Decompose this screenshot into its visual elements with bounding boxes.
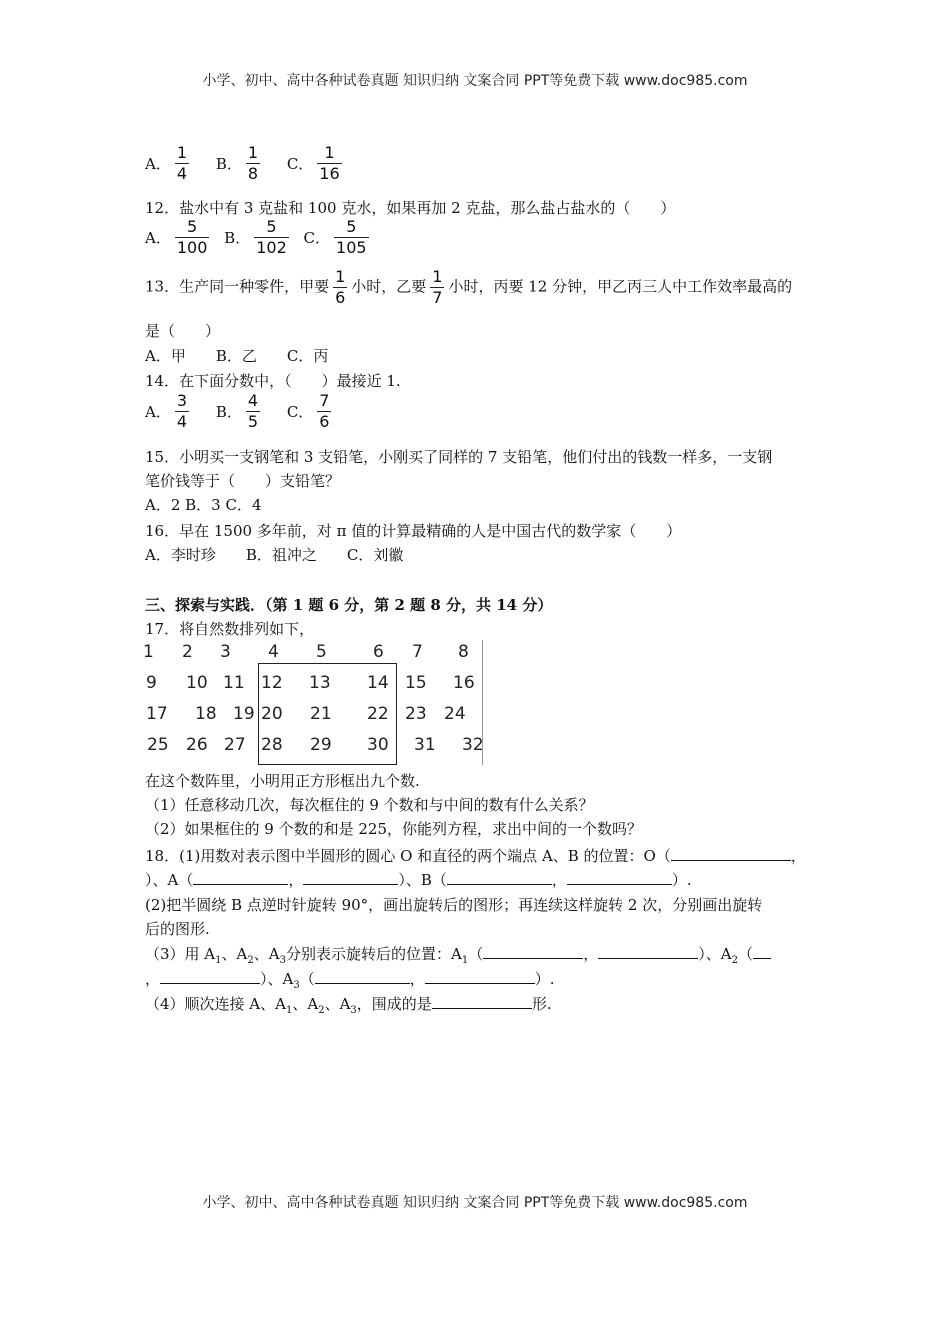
- grid-cell: 4: [268, 642, 279, 662]
- q18-line1: 18．(1)用数对表示图中半圆形的圆心 O 和直径的两个端点 A、B 的位置：O（ ，: [145, 847, 806, 865]
- grid-cell: 18: [195, 704, 217, 724]
- grid-cell: 24: [444, 704, 466, 724]
- grid-cell: 29: [310, 735, 332, 755]
- grid-cell: 25: [147, 735, 169, 755]
- fraction: $\frac{1}{16}$: [319, 143, 340, 183]
- grid-cell: 13: [309, 673, 331, 693]
- page-header: 小学、初中、高中各种试卷真题 知识归纳 文案合同 PPT等免费下载 www.doc985.com: [202, 73, 748, 89]
- q13-text: 13．生产同一种零件，甲要 $\frac{1}{6}$ 小时，乙要 $\frac{1}{7}$ 小时，丙要 12 分钟，甲乙丙三人中工作效率最高的: [145, 267, 793, 307]
- fraction: $\frac{5}{105}$: [336, 217, 367, 257]
- q12-text: 12．盐水中有 3 克盐和 100 克水，如果再加 2 克盐，那么盐占盐水的（ ）: [145, 199, 676, 217]
- q16-options: A．李时珍 B．祖冲之 C．刘徽: [145, 546, 404, 564]
- grid-cell: 19: [233, 704, 255, 724]
- fraction: $\frac{5}{100}$: [176, 217, 208, 257]
- fraction: $\frac{1}{7}$: [432, 267, 443, 307]
- q18-line6: ， ）、$A_3$（ ， ）.: [145, 970, 555, 991]
- q16-text: 16．早在 1500 多年前，对 π 值的计算最精确的人是中国古代的数学家（ ）: [145, 522, 682, 540]
- grid-cell: 14: [367, 673, 389, 693]
- grid-cell: 31: [414, 735, 436, 755]
- grid-cell: 11: [223, 673, 245, 693]
- grid-cell: 7: [412, 642, 423, 662]
- q15-line1: 15．小明买一支钢笔和 3 支铅笔，小刚买了同样的 7 支铅笔，他们付出的钱数一样多，一支钢: [145, 448, 773, 466]
- q12-options: A． $\frac{5}{100}$ B． $\frac{5}{102}$ C． $\frac{5}{105}$: [145, 217, 367, 257]
- q15-options: A．2 B．3 C．4: [145, 496, 262, 514]
- grid-cell: 27: [224, 735, 246, 755]
- grid-cell: 12: [261, 673, 283, 693]
- grid-cell: 5: [316, 642, 327, 662]
- fraction: $\frac{3}{4}$: [176, 391, 188, 431]
- fraction: $\frac{1}{8}$: [247, 143, 259, 183]
- fraction: $\frac{1}{4}$: [176, 143, 188, 183]
- q13-line2: 是（ ）: [145, 322, 221, 340]
- q18-line5: （3）用 $A_1$、$A_2$、$A_3$分别表示旋转后的位置：$A_1$（ ， ）、$A_2$（: [145, 943, 771, 966]
- q11-options: A． $\frac{1}{4}$ B． $\frac{1}{8}$ C． $\frac{1}{16}$: [145, 143, 340, 183]
- grid-cell: 17: [146, 704, 168, 724]
- q17-after: 在这个数阵里，小明用正方形框出九个数.: [145, 772, 420, 790]
- q17-sub1: （1）任意移动几次，每次框住的 9 个数和与中间的数有什么关系？: [145, 796, 594, 814]
- grid-cell: 21: [310, 704, 332, 724]
- q18-line7: （4）顺次连接 A、$A_1$、$A_2$、$A_3$，围成的是 形.: [145, 995, 552, 1016]
- page-footer: 小学、初中、高中各种试卷真题 知识归纳 文案合同 PPT等免费下载 www.doc985.com: [202, 1195, 748, 1211]
- section-3-heading: 三、探索与实践．（第 1 题 6 分，第 2 题 8 分，共 14 分）: [145, 596, 553, 614]
- grid-cell: 23: [405, 704, 427, 724]
- q18-line4: 后的图形.: [145, 920, 210, 938]
- grid-cell: 15: [405, 673, 427, 693]
- grid-cell: 6: [373, 642, 384, 662]
- q17-sub2: （2）如果框住的 9 个数的和是 225，你能列方程，求出中间的一个数吗？: [145, 820, 643, 838]
- fraction: $\frac{4}{5}$: [247, 391, 259, 431]
- grid-cell: 2: [182, 642, 193, 662]
- fraction: $\frac{7}{6}$: [319, 391, 330, 431]
- q14-options: A． $\frac{3}{4}$ B． $\frac{4}{5}$ C． $\frac{7}{6}$: [145, 391, 330, 431]
- grid-cell: 16: [453, 673, 475, 693]
- grid-cell: 9: [146, 673, 157, 693]
- q13-options: A．甲 B．乙 C．丙: [145, 347, 329, 365]
- selection-box: [258, 663, 397, 765]
- grid-cell: 28: [261, 735, 283, 755]
- q14-text: 14．在下面分数中，（ ）最接近 1.: [145, 372, 401, 390]
- grid-cell: 26: [186, 735, 208, 755]
- grid-cell: 30: [367, 735, 389, 755]
- fraction: $\frac{1}{6}$: [335, 267, 346, 307]
- grid-cell: 1: [143, 642, 154, 662]
- grid-cell: 8: [458, 642, 469, 662]
- grid-cell: 3: [220, 642, 231, 662]
- q15-line2: 笔价钱等于（ ）支铅笔？: [145, 472, 341, 490]
- grid-cell: 10: [186, 673, 208, 693]
- grid-cell: 22: [367, 704, 389, 724]
- grid-cell: 32: [462, 735, 484, 755]
- q17-text: 17．将自然数排列如下，: [145, 620, 315, 638]
- q18-line2: ）、A（ ， ）、B（ ， ）.: [145, 871, 692, 889]
- q18-line3: (2)把半圆绕 B 点逆时针旋转 90°，画出旋转后的图形；再连续这样旋转 2 次，分别画出旋转: [145, 896, 763, 914]
- fraction: $\frac{5}{102}$: [256, 217, 287, 257]
- grid-cell: 20: [261, 704, 283, 724]
